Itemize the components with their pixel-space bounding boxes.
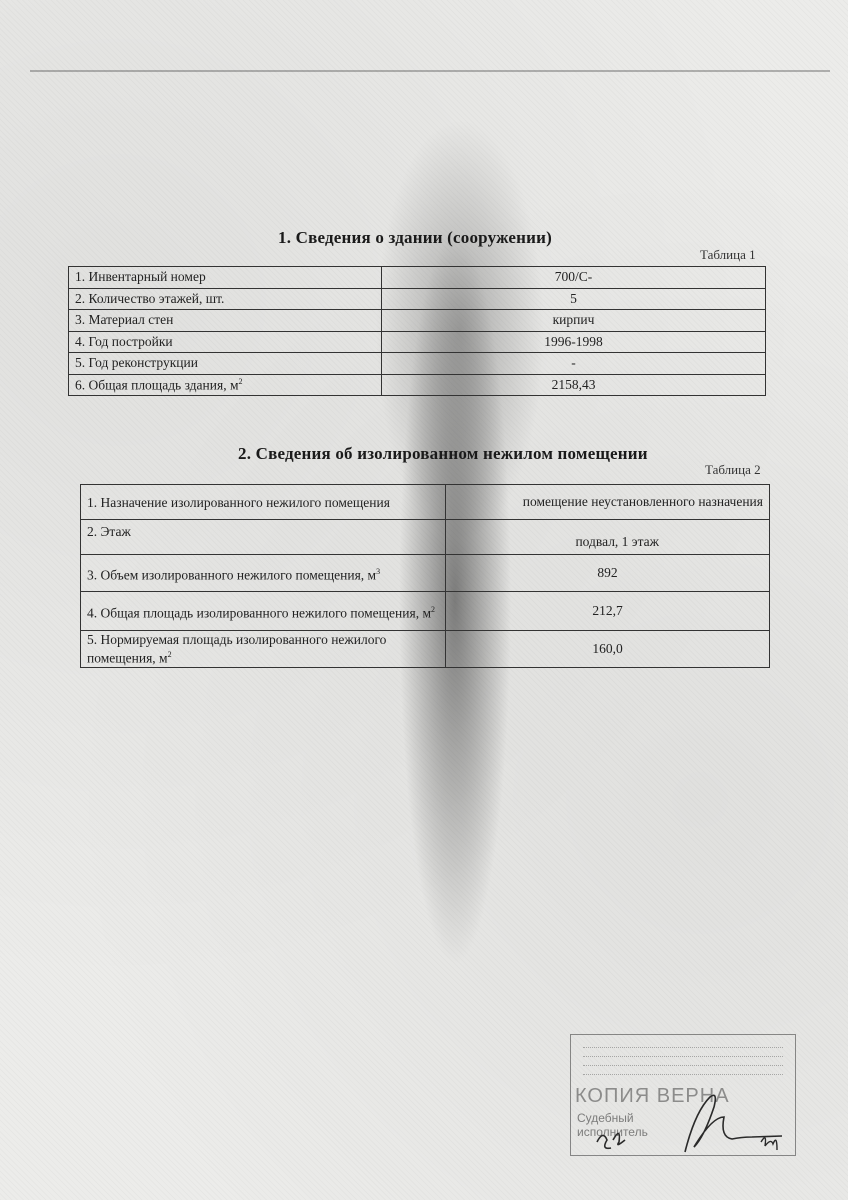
handwritten-signature-icon bbox=[575, 1070, 805, 1160]
row-value: помещение неустановленного назначения bbox=[446, 485, 770, 520]
row-value: кирпич bbox=[382, 310, 766, 332]
row-label: 3. Материал стен bbox=[69, 310, 382, 332]
premises-info-table bbox=[80, 484, 770, 668]
table2-caption: Таблица 2 bbox=[705, 462, 761, 477]
row-value: 700/С- bbox=[382, 267, 766, 289]
table-row bbox=[69, 331, 766, 353]
unit-superscript: 3 bbox=[376, 566, 381, 576]
row-value: - bbox=[382, 353, 766, 375]
page-top-line bbox=[30, 70, 830, 72]
row-label: 2. Количество этажей, шт. bbox=[69, 288, 382, 310]
row-value: 1996-1998 bbox=[382, 331, 766, 353]
row-label bbox=[81, 555, 446, 592]
table-row bbox=[81, 520, 770, 555]
row-value: 892 bbox=[446, 555, 770, 592]
section1-title: 1. Сведения о здании (сооружении) bbox=[278, 228, 552, 247]
row-label bbox=[81, 592, 446, 631]
row-label-text: 6. Общая площадь здания, м bbox=[75, 377, 239, 392]
row-value: 5 bbox=[382, 288, 766, 310]
table-row bbox=[81, 592, 770, 631]
row-label: 1. Инвентарный номер bbox=[69, 267, 382, 289]
row-value: 212,7 bbox=[446, 592, 770, 631]
table1-caption: Таблица 1 bbox=[700, 247, 756, 262]
unit-superscript: 2 bbox=[167, 650, 172, 660]
unit-superscript: 2 bbox=[431, 604, 435, 614]
row-value: 2158,43 bbox=[382, 374, 766, 396]
unit-superscript: 2 bbox=[238, 376, 243, 386]
row-label bbox=[69, 374, 382, 396]
table-row bbox=[69, 374, 766, 396]
table-row bbox=[69, 267, 766, 289]
building-info-table bbox=[68, 266, 766, 396]
table-row bbox=[81, 485, 770, 520]
row-label-text: 5. Нормируемая площадь изолированного нежилого помещения, м bbox=[87, 632, 387, 666]
row-value: 160,0 bbox=[446, 631, 770, 668]
row-label: 5. Год реконструкции bbox=[69, 353, 382, 375]
row-value: подвал, 1 этаж bbox=[446, 520, 770, 555]
table-row bbox=[69, 288, 766, 310]
table-row bbox=[69, 353, 766, 375]
stamp-role-line1: Судебный bbox=[577, 1111, 634, 1125]
table-row bbox=[69, 310, 766, 332]
table-row bbox=[81, 555, 770, 592]
row-label: 4. Год постройки bbox=[69, 331, 382, 353]
section2-title: 2. Сведения об изолированном нежилом помещении bbox=[238, 444, 648, 463]
table-row bbox=[81, 631, 770, 668]
row-label: 2. Этаж bbox=[81, 520, 446, 555]
stamp-role-line2: исполнитель bbox=[577, 1125, 648, 1139]
row-label bbox=[81, 631, 446, 668]
row-label-text: 4. Общая площадь изолированного нежилого помещения, м bbox=[87, 605, 431, 621]
row-label-text: 3. Объем изолированного нежилого помещения, м bbox=[87, 567, 377, 583]
row-label: 1. Назначение изолированного нежилого помещения bbox=[81, 485, 446, 520]
stamp-copy-text: КОПИЯ ВЕРНА bbox=[575, 1085, 730, 1107]
